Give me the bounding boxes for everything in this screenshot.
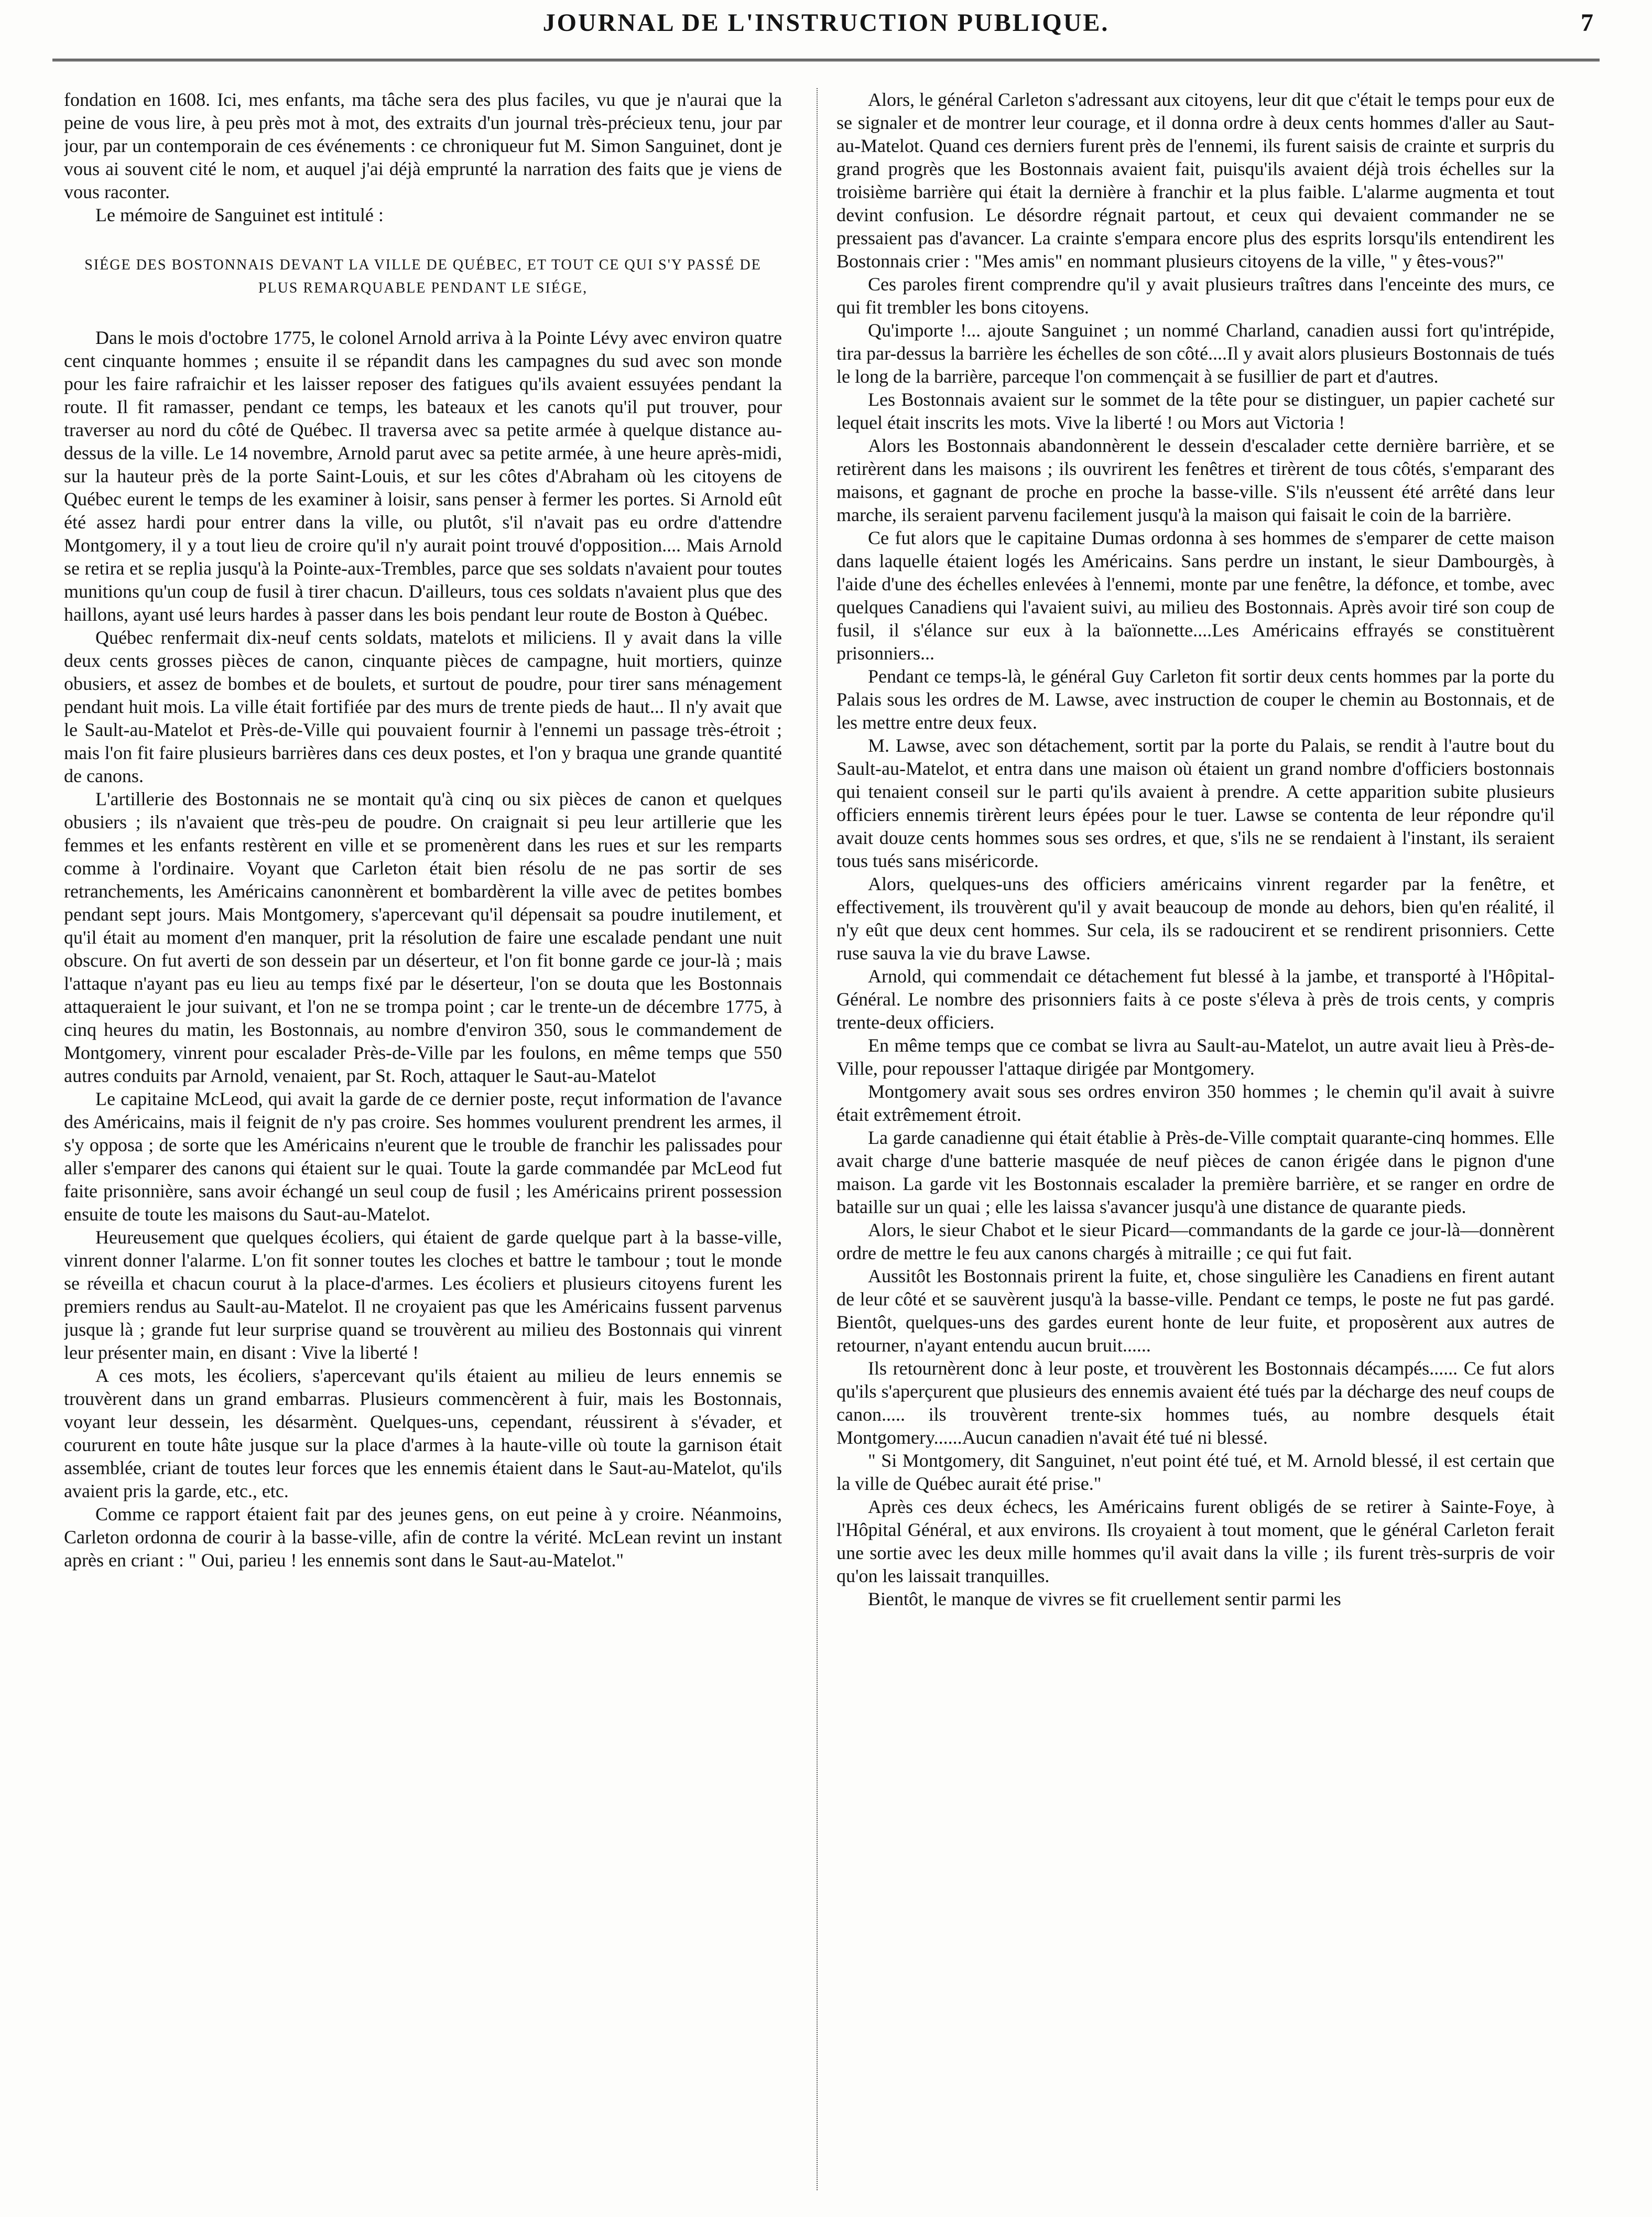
paragraph: Les Bostonnais avaient sur le sommet de la tête pour se distinguer, un papier cacheté sur lequel était inscrits les mots. Vive la liberté ! ou Mors aut Victoria ! bbox=[836, 389, 1555, 433]
paragraph: Heureusement que quelques écoliers, qui étaient de garde quelque part à la basse-ville, vinrent donner l'alarme. L'on fit sonner toutes les cloches et battre le tambour ; tout le monde se réveilla et chacun courut à la place-d'armes. Les écoliers et plusieurs citoyens furent les premiers rendus au Sault-au-Matelot. Il ne croyaient pas que les Américains fussent parvenus jusque là ; grande fut leur surprise quand se trouvèrent au milieu des Bostonnais qui vinrent leur présenter main, en disant : Vive la liberté ! bbox=[64, 1227, 782, 1363]
paragraph: Québec renfermait dix-neuf cents soldats, matelots et miliciens. Il y avait dans la ville deux cents grosses pièces de canon, cinquante pièces de campagne, huit mortiers, quinze obusiers, et assez de bombes et de boulets, et surtout de poudre, pour tirer sans ménagement pendant huit mois. La ville était fortifiée par des murs de trente pieds de haut... Il n'y avait que le Sault-au-Matelot et Près-de-Ville qui pouvaient fournir à l'ennemi un passage très-étroit ; mais l'on fit faire plusieurs barrières dans ces deux postes, et l'on y braqua une grande quantité de canons. bbox=[64, 627, 782, 786]
column-divider bbox=[817, 88, 818, 2190]
paragraph: Montgomery avait sous ses ordres environ 350 hommes ; le chemin qu'il avait à suivre était extrêmement étroit. bbox=[836, 1081, 1555, 1125]
paragraph: Le capitaine McLeod, qui avait la garde de ce dernier poste, reçut information de l'avance des Américains, mais il feignit de n'y pas croire. Ses hommes voulurent prendrent les armes, il s'y opposa ; de sorte que les Américains n'eurent que le trouble de franchir les palissades pour aller s'emparer des canons qui étaient sur le quai. Toute la garde commandée par McLeod fut faite prisonnière, sans avoir échangé un seul coup de fusil ; les Américains prirent possession ensuite de toute les maisons du Saut-au-Matelot. bbox=[64, 1088, 782, 1225]
paragraph: A ces mots, les écoliers, s'apercevant qu'ils étaient au milieu de leurs ennemis se trouvèrent dans un grand embarras. Plusieurs commencèrent à fuir, mais les Bostonnais, voyant leur dessein, les désarmènt. Quelques-uns, cependant, réussirent à s'évader, et coururent en toute hâte jusque sur la place d'armes à la haute-ville où toute la garnison était assemblée, criant de toutes leur forces que les ennemis étaient dans le Saut-au-Matelot, qu'ils avaient pris la garde, etc., etc. bbox=[64, 1365, 782, 1501]
paragraph: fondation en 1608. Ici, mes enfants, ma tâche sera des plus faciles, vu que je n'aurai que la peine de vous lire, à peu près mot à mot, des extraits d'un journal très-précieux tenu, jour par jour, par un contemporain de ces événements : ce chroniqueur fut M. Simon Sanguinet, dont je vous ai souvent cité le nom, et auquel j'ai déjà emprunté la narration des faits que je viens de vous raconter. bbox=[64, 89, 782, 202]
paragraph: " Si Montgomery, dit Sanguinet, n'eut point été tué, et M. Arnold blessé, il est certain que la ville de Québec aurait été prise." bbox=[836, 1450, 1555, 1494]
paragraph: Comme ce rapport étaient fait par des jeunes gens, on eut peine à y croire. Néanmoins, Carleton ordonna de courir à la basse-ville, afin de contre la vérité. McLean revint un instant après en criant : " Oui, parieu ! les ennemis sont dans le Saut-au-Matelot." bbox=[64, 1504, 782, 1571]
page-header bbox=[52, 5, 1600, 47]
paragraph: M. Lawse, avec son détachement, sortit par la porte du Palais, se rendit à l'autre bout du Sault-au-Matelot, et entra dans une maison où étaient un grand nombre d'officiers bostonnais qui tenaient conseil sur le parti qu'ils avaient à prendre. A cette apparition subite plusieurs officiers ennemis tirèrent leurs épées pour le tuer. Lawse se contenta de leur répondre qu'il avait douze cents hommes sous ses ordres, et que, s'ils ne se rendaient à l'instant, ils seraient tous tués sans miséricorde. bbox=[836, 735, 1555, 871]
paragraph: La garde canadienne qui était établie à Près-de-Ville comptait quarante-cinq hommes. Elle avait charge d'une batterie masquée de neuf pièces de canon érigée dans le pignon d'une maison. La garde vit les Bostonnais escalader la première barrière, et se ranger en ordre de bataille sur un quai ; elle les laissa s'avancer jusqu'à une distance de quarante pieds. bbox=[836, 1127, 1555, 1217]
paragraph: Dans le mois d'octobre 1775, le colonel Arnold arriva à la Pointe Lévy avec environ quatre cent cinquante hommes ; ensuite il se répandit dans les campagnes du sud avec son monde pour les faire rafraichir et les laisser reposer des fatigues qu'ils avaient essuyées pendant la route. Il fit ramasser, pendant ce temps, les bateaux et les canots qu'il put trouver, pour traverser au nord du côté de Québec. Il traversa avec sa petite armée à quelque distance au-dessus de la ville. Le 14 novembre, Arnold parut avec sa petite armée, à une heure après-midi, sur la hauteur près de la porte Saint-Louis, et sur les côtes d'Abraham où les citoyens de Québec eurent le temps de les examiner à loisir, sans penser à fermer les portes. Si Arnold eût été assez hardi pour entrer dans la ville, ou plutôt, s'il n'avait pas eu ordre d'attendre Montgomery, il y a tout lieu de croire qu'il n'y aurait point trouvé d'opposition.... Mais Arnold se retira et se replia jusqu'à la Pointe-aux-Trembles, parce que ses soldats n'avaient pour toutes munitions qu'un coup de fusil à tirer chacun. D'ailleurs, tous ces soldats n'avaient plus que des haillons, ayant usé leurs hardes à passer dans les bois pendant leur route de Boston à Québec. bbox=[64, 327, 782, 625]
paragraph: Bientôt, le manque de vivres se fit cruellement sentir parmi les bbox=[868, 1588, 1341, 1609]
paragraph: Qu'importe !... ajoute Sanguinet ; un nommé Charland, canadien aussi fort qu'intrépide, tira par-dessus la barrière les échelles de son côté....Il y avait alors plusieurs Bostonnais de tués le long de la barrière, parceque l'on commençait à se fusillier de part et d'autres. bbox=[836, 320, 1555, 387]
paragraph: Le mémoire de Sanguinet est intitulé : bbox=[95, 204, 384, 225]
paragraph: Après ces deux échecs, les Américains furent obligés de se retirer à Sainte-Foye, à l'Hôpital Général, et aux environs. Ils croyaient à tout moment, que le général Carleton ferait une sortie avec les deux mille hommes qu'il avait dans la ville ; ils furent très-surpris de voir qu'on les laissait tranquilles. bbox=[836, 1496, 1555, 1586]
left-column bbox=[64, 88, 782, 2201]
right-column bbox=[836, 88, 1555, 2201]
paragraph: Pendant ce temps-là, le général Guy Carleton fit sortir deux cents hommes par la porte du Palais sous les ordres de M. Lawse, avec instruction de couper le chemin au Bostonnais, et de les mettre entre deux feux. bbox=[836, 666, 1555, 733]
header-rule bbox=[52, 59, 1600, 61]
paragraph: En même temps que ce combat se livra au Sault-au-Matelot, un autre avait lieu à Près-de-Ville, pour repousser l'attaque dirigée par Montgomery. bbox=[836, 1035, 1555, 1079]
paragraph: Alors les Bostonnais abandonnèrent le dessein d'escalader cette dernière barrière, et se retirèrent dans les maisons ; ils ouvrirent les fenêtres et tirèrent de tous côtés, s'emparant des maisons, et gagnant de proche en proche la basse-ville. S'ils n'eussent été arrêté dans leur marche, ils seraient parvenu facilement jusqu'à la maison qui faisait le coin de la barrière. bbox=[836, 435, 1555, 525]
page-number: 7 bbox=[1581, 9, 1593, 37]
paragraph: Alors, quelques-uns des officiers américains vinrent regarder par la fenêtre, et effectivement, ils trouvèrent qu'il y avait beaucoup de monde au dehors, bien qu'en réalité, il n'y eût que deux cent hommes. Sur cela, ils se radoucirent et se rendirent prisonniers. Cette ruse sauva la vie du brave Lawse. bbox=[836, 873, 1555, 964]
paragraph: Ils retournèrent donc à leur poste, et trouvèrent les Bostonnais décampés...... Ce fut alors qu'ils s'aperçurent que plusieurs des ennemis avaient été tués par la décharge des neuf coups de canon..... ils trouvèrent trente-six hommes tués, au nombre desquels était Montgomery......Aucun canadien n'avait été tué ni blessé. bbox=[836, 1358, 1555, 1448]
paragraph: Aussitôt les Bostonnais prirent la fuite, et, chose singulière les Canadiens en firent autant de leur côté et se sauvèrent jusqu'à la basse-ville. Pendant ce temps, le poste ne fut pas gardé. Bientôt, quelques-uns des gardes eurent honte de leur fuite, et proposèrent aux autres de retourner, n'ayant entendu aucun bruit...... bbox=[836, 1266, 1555, 1356]
paragraph: Alors, le sieur Chabot et le sieur Picard—commandants de la garde ce jour-là—donnèrent ordre de mettre le feu aux canons chargés à mitraille ; ce qui fut fait. bbox=[836, 1219, 1555, 1263]
paragraph: L'artillerie des Bostonnais ne se montait qu'à cinq ou six pièces de canon et quelques obusiers ; ils n'avaient que très-peu de poudre. On craignait si peu leur artillerie que les femmes et les enfants restèrent en ville et se promenèrent dans les rues et sur les remparts comme à l'ordinaire. Voyant que Carleton était bien résolu de ne pas sortir de ses retranchements, les Américains canonnèrent et bombardèrent la ville avec de petites bombes pendant sept jours. Mais Montgomery, s'apercevant qu'il dépensait sa poudre inutilement, et qu'il était au moment d'en manquer, prit la résolution de faire une escalade pendant une nuit obscure. On fut averti de son dessein par un déserteur, et l'on fit bonne garde ce jour-là ; mais l'attaque n'ayant pas eu lieu au temps fixé par le déserteur, l'on se douta que les Bostonnais attaqueraient le jour suivant, et l'on ne se trompa point ; car le trente-un de décembre 1775, à cinq heures du matin, les Bostonnais, au nombre d'environ 350, sous le commandement de Montgomery, vinrent pour escalader Près-de-Ville par les foulons, en même temps que 550 autres conduits par Arnold, venaient, par St. Roch, attaquer le Saut-au-Matelot bbox=[64, 788, 782, 1086]
paragraph: Arnold, qui commendait ce détachement fut blessé à la jambe, et transporté à l'Hôpital-Général. Le nombre des prisonniers faits à ce poste s'éleva à près de trois cents, y compris trente-deux officiers. bbox=[836, 966, 1555, 1033]
paragraph: Ce fut alors que le capitaine Dumas ordonna à ses hommes de s'emparer de cette maison dans laquelle étaient logés les Américains. Sans perdre un instant, le sieur Dambourgès, à l'aide d'une des échelles enlevées à l'ennemi, monte par une fenêtre, la défonce, et tombe, avec quelques Canadiens qui l'avaient suivi, au milieu des Bostonnais. Après avoir tiré son coup de fusil, il s'élance sur eux à la baïonnette....Les Américains effrayés se constituèrent prisonniers... bbox=[836, 527, 1555, 664]
paragraph: Alors, le général Carleton s'adressant aux citoyens, leur dit que c'était le temps pour eux de se signaler et de montrer leur courage, et il donna ordre à deux cents hommes d'aller au Saut-au-Matelot. Quand ces derniers furent près de l'ennemi, ils furent saisis de crainte et surpris du grand progrès que les Bostonnais avaient fait, puisqu'ils avaient déjà trois échelles sur la troisième barrière qui était la dernière à franchir et la plus faible. L'alarme augmenta et tout devint confusion. Le désordre régnait partout, et ceux qui devaient commander ne se pressaient pas d'avancer. La crainte s'empara encore plus des esprits lorsqu'ils entendirent les Bostonnais crier : "Mes amis" en nommant plusieurs citoyens de la ville, " y êtes-vous?" bbox=[836, 89, 1555, 272]
running-title: JOURNAL DE L'INSTRUCTION PUBLIQUE. bbox=[542, 9, 1110, 37]
memoir-title: SIÉGE DES BOSTONNAIS DEVANT LA VILLE DE QUÉBEC, ET TOUT CE QUI S'Y PASSÉ DE PLUS REMARQUABLE PENDANT LE SIÉGE, bbox=[84, 257, 762, 296]
paragraph: Ces paroles firent comprendre qu'il y avait plusieurs traîtres dans l'enceinte des murs, ce qui fit trembler les bons citoyens. bbox=[836, 274, 1555, 318]
